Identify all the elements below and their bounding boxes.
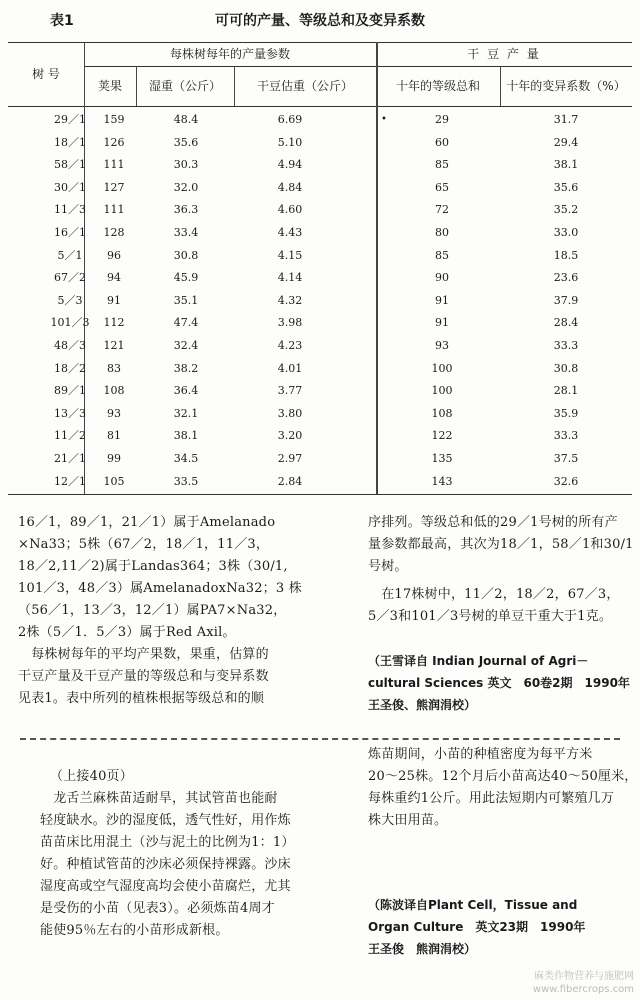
header-tree-no: 树 号 bbox=[32, 67, 60, 81]
cell-tree-no: 11／3 bbox=[54, 203, 86, 217]
table-row bbox=[8, 266, 632, 290]
cell-rank-sum: 100 bbox=[431, 361, 453, 375]
cell-rank-sum: 60 bbox=[435, 135, 449, 149]
cell-tree-no: 67／2 bbox=[54, 271, 86, 285]
cell-dry-estimate: 4.60 bbox=[277, 203, 303, 217]
cell-dry-estimate: 4.32 bbox=[277, 293, 303, 307]
text-line: 量参数都最高，其次为18／1，58／1和30/1 bbox=[368, 537, 634, 552]
cell-tree-no: 18／1 bbox=[54, 135, 86, 149]
cell-wet-weight: 34.5 bbox=[173, 452, 199, 465]
data-table bbox=[8, 42, 632, 494]
table-row bbox=[8, 311, 632, 335]
header-group-left: 每株树每年的产量参数 bbox=[169, 47, 290, 61]
watermark-url: www.fibercrops.com bbox=[532, 984, 634, 995]
table-row bbox=[8, 334, 632, 358]
table-row bbox=[8, 221, 632, 245]
article2-source bbox=[368, 894, 630, 960]
cell-pods: 93 bbox=[107, 406, 121, 420]
cell-dry-estimate: 3.98 bbox=[277, 316, 303, 330]
cell-rank-sum: 65 bbox=[435, 180, 449, 194]
cell-pods: 83 bbox=[107, 361, 121, 375]
cell-rank-sum: 143 bbox=[431, 474, 453, 488]
cell-wet-weight: 35.6 bbox=[173, 135, 199, 149]
article2-left-column bbox=[40, 766, 352, 942]
cell-rank-sum: 135 bbox=[431, 452, 453, 465]
source-line: （王雪译自 Indian Journal of Agri－ bbox=[368, 654, 589, 668]
cell-rank-sum: 80 bbox=[435, 226, 449, 239]
cell-pods: 128 bbox=[103, 226, 125, 239]
cell-wet-weight: 36.3 bbox=[173, 203, 199, 217]
cell-cv: 32.6 bbox=[553, 474, 579, 488]
cell-pods: 126 bbox=[103, 135, 125, 149]
cell-wet-weight: 30.3 bbox=[173, 158, 199, 172]
cell-wet-weight: 45.9 bbox=[173, 271, 199, 285]
text-line: 是受伤的小苗（见表3）。必须炼苗4周才 bbox=[40, 901, 275, 916]
cell-dry-estimate: 5.10 bbox=[277, 135, 303, 149]
cell-dry-estimate: 4.23 bbox=[277, 339, 303, 352]
header-pods: 荚果 bbox=[97, 79, 122, 93]
cell-pods: 94 bbox=[107, 271, 121, 285]
text-line: （56／1，13／3，12／1）属PA7×Na32， bbox=[18, 603, 287, 618]
source-line: Organ Culture 英文23期 1990年 bbox=[368, 920, 586, 934]
article1-source bbox=[368, 650, 630, 716]
cell-tree-no: 5／1 bbox=[57, 248, 83, 262]
cell-tree-no: 16／1 bbox=[54, 226, 86, 239]
article1-right-column bbox=[368, 512, 634, 628]
text-line: 苗苗床比用混土（沙与泥土的比例为1：1） bbox=[40, 835, 295, 850]
table-row bbox=[8, 402, 632, 426]
cell-cv: 29.4 bbox=[553, 135, 579, 149]
text-line: 5／3和101／3号树的单豆干重大于1克。 bbox=[368, 609, 613, 624]
cell-pods: 91 bbox=[107, 293, 121, 307]
cell-pods: 108 bbox=[103, 384, 125, 398]
cell-tree-no: 11／2 bbox=[54, 429, 86, 443]
cell-cv: 35.9 bbox=[553, 406, 579, 420]
section-divider bbox=[20, 738, 620, 740]
text-line: 号树。 bbox=[368, 559, 408, 574]
source-line: （陈波译自Plant Cell，Tissue and bbox=[368, 898, 578, 912]
table-row bbox=[8, 357, 632, 381]
text-line: 101／3，48／3）属AmelanadoxNa32；3 株 bbox=[18, 581, 302, 596]
text-line: 株大田用苗。 bbox=[368, 813, 448, 828]
cell-dry-estimate: 4.15 bbox=[277, 248, 303, 262]
text-line: 好。种植试管苗的沙床必须保持裸露。沙床 bbox=[40, 857, 291, 872]
header-bottom-rule bbox=[8, 106, 632, 107]
table-row bbox=[8, 108, 632, 132]
cell-rank-sum: 100 bbox=[431, 384, 453, 398]
source-line: 王圣俊 熊润涓校） bbox=[368, 942, 477, 956]
cell-wet-weight: 30.8 bbox=[173, 248, 199, 262]
table-row bbox=[8, 153, 632, 177]
cell-rank-sum: 72 bbox=[435, 203, 449, 217]
cell-wet-weight: 32.1 bbox=[173, 406, 199, 420]
cell-pods: 111 bbox=[103, 203, 125, 217]
cell-pods: 112 bbox=[103, 316, 125, 330]
table-title: 可可的产量、等级总和及变异系数 bbox=[215, 13, 425, 29]
cell-dry-estimate: 2.97 bbox=[277, 452, 303, 465]
cell-tree-no: 58／1 bbox=[54, 158, 86, 172]
cell-cv: 33.3 bbox=[553, 339, 579, 352]
cell-cv: 33.0 bbox=[553, 226, 579, 239]
cell-cv: 37.5 bbox=[553, 452, 579, 465]
table-label: 表1 bbox=[50, 13, 74, 29]
text-line: 序排列。等级总和低的29／1号树的所有产 bbox=[368, 515, 618, 530]
cell-rank-sum: 108 bbox=[431, 406, 453, 420]
cell-pods: 81 bbox=[107, 429, 121, 443]
table-top-rule bbox=[8, 42, 632, 43]
cell-dry-estimate: 4.94 bbox=[277, 158, 303, 172]
cell-rank-sum: 90 bbox=[435, 271, 449, 285]
cell-tree-no: 12／1 bbox=[54, 474, 86, 488]
header-mid-rule bbox=[84, 66, 632, 67]
cell-rank-sum: 29 bbox=[435, 113, 449, 126]
cell-cv: 38.1 bbox=[553, 158, 579, 172]
cell-wet-weight: 47.4 bbox=[173, 316, 199, 330]
cell-cv: 18.5 bbox=[553, 248, 579, 262]
text-line: 每株树每年的平均产果数，果重，估算的 bbox=[18, 647, 269, 662]
cell-cv: 37.9 bbox=[553, 293, 579, 307]
text-line: 在17株树中，11／2，18／2，67／3， bbox=[368, 587, 620, 602]
cell-pods: 127 bbox=[103, 180, 125, 194]
text-line: 见表1。表中所列的植株根据等级总和的顺 bbox=[18, 691, 265, 706]
cell-pods: 159 bbox=[103, 113, 125, 126]
text-line: 18／2,11／2)属于Landas364；3株（30/1, bbox=[18, 559, 288, 574]
cell-cv: 28.4 bbox=[553, 316, 579, 330]
cell-cv: 30.8 bbox=[553, 361, 579, 375]
article2-right-column bbox=[368, 744, 638, 832]
header-rank-sum: 十年的等级总和 bbox=[395, 79, 480, 93]
cell-dry-estimate: 4.01 bbox=[277, 361, 303, 375]
cell-tree-no: 18／2 bbox=[54, 361, 86, 375]
cell-tree-no: 21／1 bbox=[54, 452, 86, 465]
watermark bbox=[533, 970, 634, 996]
cell-dry-estimate: 4.43 bbox=[277, 226, 303, 239]
cell-tree-no: 13／3 bbox=[54, 406, 86, 420]
cell-rank-sum: 91 bbox=[435, 316, 449, 330]
cell-tree-no: 48／3 bbox=[54, 339, 86, 352]
source-line: 王圣俊、熊润涓校） bbox=[368, 698, 477, 712]
row-mark: • bbox=[381, 114, 387, 125]
text-line: 炼苗期间，小苗的种植密度为每平方米 bbox=[368, 747, 593, 762]
cell-cv: 28.1 bbox=[553, 384, 579, 398]
text-line: 轻度缺水。沙的湿度低，透气性好，用作炼 bbox=[40, 813, 291, 828]
cell-rank-sum: 85 bbox=[435, 248, 449, 262]
cell-tree-no: 101／3 bbox=[50, 316, 90, 330]
header-dry-estimate: 干豆估重（公斤） bbox=[256, 79, 353, 93]
cell-wet-weight: 38.1 bbox=[173, 429, 199, 443]
header-group-right: 干 豆 产 量 bbox=[467, 47, 541, 61]
cell-cv: 31.7 bbox=[553, 113, 579, 126]
table-row bbox=[8, 198, 632, 222]
cell-cv: 33.3 bbox=[553, 429, 579, 443]
cell-rank-sum: 93 bbox=[435, 339, 449, 352]
article1-left-column bbox=[18, 512, 348, 710]
source-line: cultural Sciences 英文 60卷2期 1990年 bbox=[368, 676, 630, 690]
text-line: ×Na33；5株（67／2，18／1，11／3， bbox=[18, 537, 270, 552]
cell-dry-estimate: 2.84 bbox=[277, 474, 303, 488]
cell-wet-weight: 48.4 bbox=[173, 113, 199, 126]
table-row bbox=[8, 470, 632, 494]
cell-dry-estimate: 4.84 bbox=[277, 180, 303, 194]
table-row bbox=[8, 176, 632, 200]
table-row bbox=[8, 131, 632, 155]
cell-wet-weight: 32.4 bbox=[173, 339, 199, 352]
text-line: 湿度高或空气湿度高均会使小苗腐烂，尤其 bbox=[40, 879, 291, 894]
cell-pods: 121 bbox=[103, 339, 125, 352]
cell-rank-sum: 85 bbox=[435, 158, 449, 172]
text-line: 干豆产量及干豆产量的等级总和与变异系数 bbox=[18, 669, 269, 684]
watermark-line: 麻类作物营养与施肥网 bbox=[534, 971, 634, 982]
table-row bbox=[8, 379, 632, 403]
text-line: 16／1，89／1，21／1）属于Amelanado bbox=[18, 515, 276, 530]
text-line: 每株重约1公斤。用此法短期内可繁殖几万 bbox=[368, 791, 615, 806]
cell-dry-estimate: 3.80 bbox=[277, 406, 303, 420]
cell-pods: 105 bbox=[103, 474, 125, 488]
cell-rank-sum: 91 bbox=[435, 293, 449, 307]
cell-cv: 35.6 bbox=[553, 180, 579, 194]
cell-dry-estimate: 4.14 bbox=[277, 271, 303, 285]
cell-dry-estimate: 6.69 bbox=[277, 113, 303, 126]
cell-tree-no: 89／1 bbox=[54, 384, 86, 398]
table-row bbox=[8, 244, 632, 268]
cell-pods: 96 bbox=[107, 248, 121, 262]
cell-pods: 99 bbox=[107, 452, 121, 465]
header-cv: 十年的变异系数（%） bbox=[506, 79, 626, 93]
text-line: （上接40页） bbox=[50, 769, 133, 784]
table-row bbox=[8, 424, 632, 448]
cell-wet-weight: 33.5 bbox=[173, 474, 199, 488]
cell-wet-weight: 33.4 bbox=[173, 226, 199, 239]
table-row bbox=[8, 447, 632, 471]
text-line: 龙舌兰麻株苗适耐旱，其试管苗也能耐 bbox=[40, 791, 278, 806]
cell-cv: 35.2 bbox=[553, 203, 579, 217]
cell-wet-weight: 38.2 bbox=[173, 361, 199, 375]
cell-pods: 111 bbox=[103, 158, 125, 172]
cell-dry-estimate: 3.20 bbox=[277, 429, 303, 443]
cell-tree-no: 29／1 bbox=[54, 113, 86, 126]
text-line: 20～25株。12个月后小苗高达40～50厘米， bbox=[368, 769, 638, 784]
cell-tree-no: 30／1 bbox=[54, 180, 86, 194]
cell-dry-estimate: 3.77 bbox=[277, 384, 303, 398]
table-row bbox=[8, 289, 632, 313]
table-bottom-rule bbox=[8, 494, 632, 495]
cell-wet-weight: 36.4 bbox=[173, 384, 199, 398]
text-line: 能使95％左右的小苗形成新根。 bbox=[40, 923, 229, 938]
header-wet-weight: 湿重（公斤） bbox=[148, 79, 221, 93]
cell-wet-weight: 32.0 bbox=[173, 180, 199, 194]
text-line: 2株（5／1．5／3）属于Red Axil。 bbox=[18, 625, 236, 640]
cell-rank-sum: 122 bbox=[431, 429, 453, 443]
cell-cv: 23.6 bbox=[553, 271, 579, 285]
cell-tree-no: 5／3 bbox=[57, 293, 83, 307]
cell-wet-weight: 35.1 bbox=[173, 293, 199, 307]
